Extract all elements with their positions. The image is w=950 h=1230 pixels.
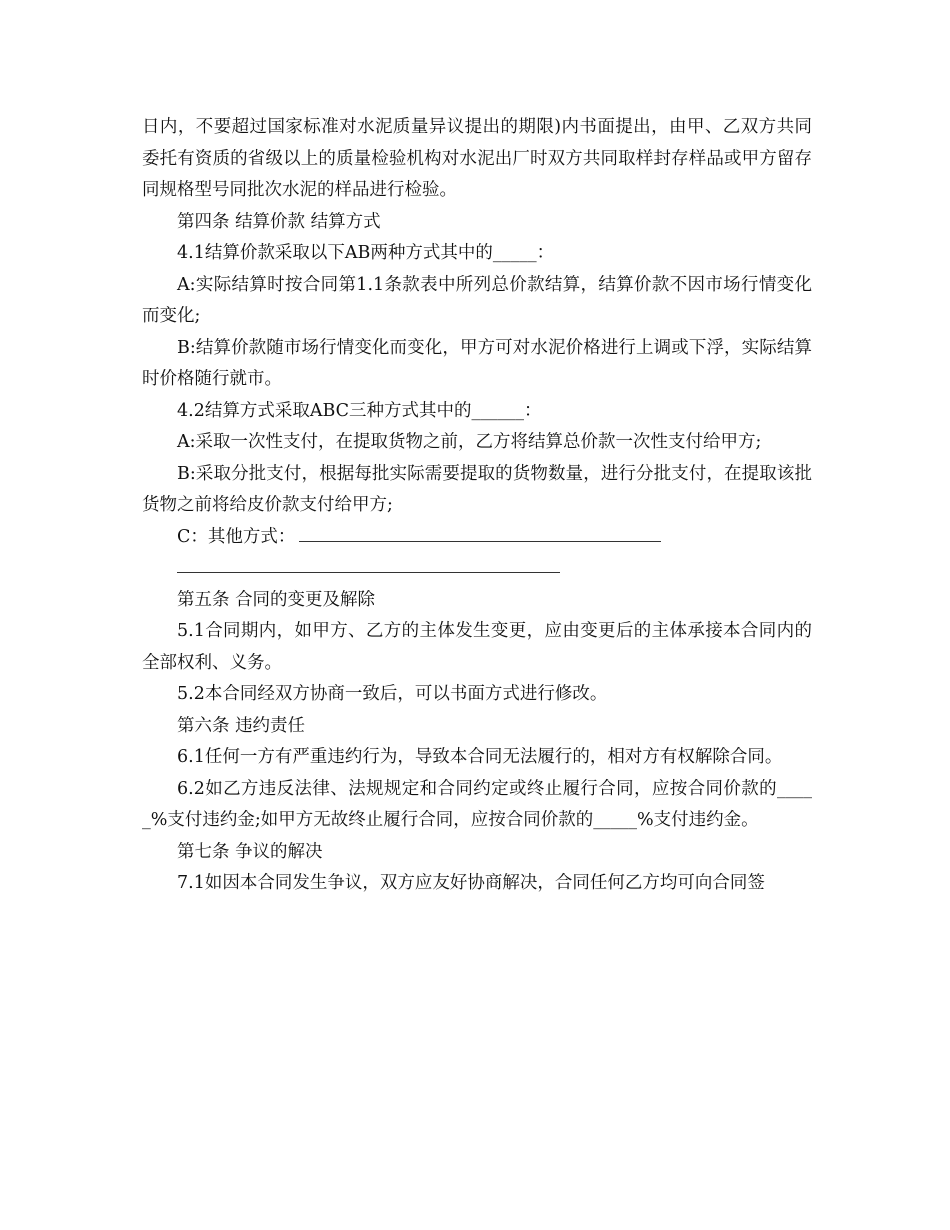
other-method-label: C：其他方式： bbox=[177, 526, 296, 547]
clause-4-1-option-b: B:结算价款随市场行情变化而变化，甲方可对水泥价格进行上调或下浮，实际结算时价格随行就市。 bbox=[142, 337, 812, 389]
other-method-blank-line-1[interactable] bbox=[299, 527, 661, 542]
clause-5-1: 5.1合同期内，如甲方、乙方的主体发生变更，应由变更后的主体承接本合同内的全部权利、义务。 bbox=[142, 621, 812, 673]
clause-4-1: 4.1结算价款采取以下AB两种方式其中的_____： bbox=[177, 243, 555, 263]
article-4-heading: 第四条 结算价款 结算方式 bbox=[177, 211, 381, 232]
clause-6-1: 6.1任何一方有严重违约行为，导致本合同无法履行的，相对方有权解除合同。 bbox=[177, 747, 783, 767]
article-6-heading: 第六条 违约责任 bbox=[177, 715, 306, 736]
article-5-heading: 第五条 合同的变更及解除 bbox=[177, 589, 376, 610]
clause-6-2: 6.2如乙方违反法律、法规规定和合同约定或终止履行合同，应按合同价款的_____%支付违约金;如甲方无故终止履行合同，应按合同价款的_____%支付违约金。 bbox=[142, 778, 812, 830]
paragraph-inspection-continued: 日内，不要超过国家标准对水泥质量异议提出的期限)内书面提出，由甲、乙双方共同委托有资质的省级以上的质量检验机构对水泥出厂时双方共同取样封存样品或甲方留存同规格型号同批次水泥的样品进行检验。 bbox=[142, 117, 812, 200]
article-7-heading: 第七条 争议的解决 bbox=[177, 841, 323, 862]
clause-4-1-option-a: A:实际结算时按合同第1.1条款表中所列总价款结算，结算价款不因市场行情变化而变化; bbox=[142, 274, 812, 326]
clause-4-2: 4.2结算方式采取ABC三种方式其中的______： bbox=[177, 400, 542, 421]
clause-5-2: 5.2本合同经双方协商一致后，可以书面方式进行修改。 bbox=[177, 684, 608, 704]
clause-4-2-option-c bbox=[142, 522, 812, 554]
clause-4-2-option-c-continuation bbox=[142, 553, 812, 585]
clause-4-2-option-a: A:采取一次性支付，在提取货物之前，乙方将结算总价款一次性支付给甲方; bbox=[177, 432, 762, 452]
clause-4-2-option-b: B:采取分批支付，根据每批实际需要提取的货物数量，进行分批支付，在提取该批货物之前将给皮价款支付给甲方; bbox=[142, 463, 812, 515]
other-method-blank-line-2[interactable] bbox=[177, 558, 560, 573]
clause-7-1: 7.1如因本合同发生争议，双方应友好协商解决，合同任何乙方均可向合同签 bbox=[177, 873, 765, 893]
document-body bbox=[142, 112, 812, 900]
